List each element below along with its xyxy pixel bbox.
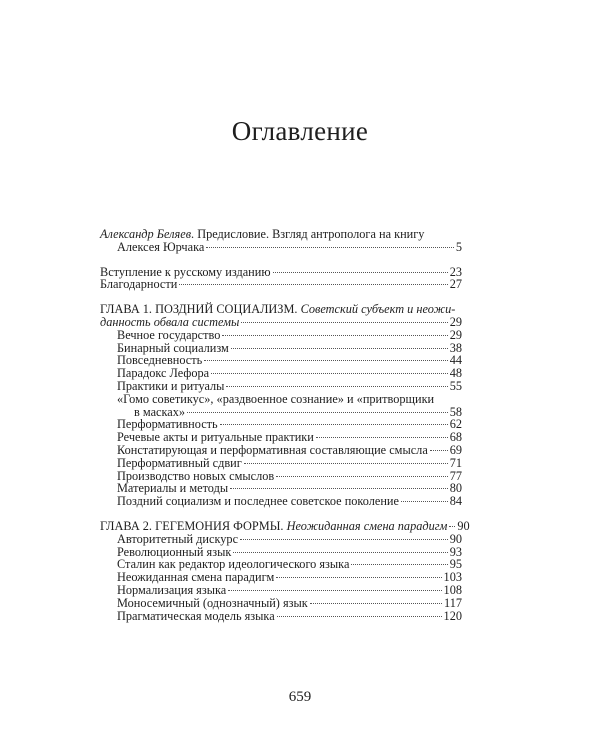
dot-leader <box>187 412 448 413</box>
page-number: 48 <box>449 366 462 381</box>
page-number: 29 <box>449 314 462 329</box>
toc-preface <box>100 228 462 241</box>
dot-leader <box>228 590 441 591</box>
chapter-2-subtitle: Неожиданная смена парадигм <box>286 518 448 533</box>
dot-leader <box>231 348 448 349</box>
page-number: 38 <box>449 340 462 355</box>
toc-entry-homo-sovieticus <box>100 393 462 406</box>
dot-leader <box>401 501 448 502</box>
entry-label: Вечное государство <box>117 327 221 342</box>
entry-label: Вступление к русскому изданию <box>100 264 271 279</box>
entry-label: Сталин как редактор идеологического языка <box>117 557 350 572</box>
toc-entry <box>100 278 462 291</box>
chapter-1-heading-continuation <box>100 316 462 329</box>
page-number: 80 <box>449 481 462 496</box>
toc-entry <box>100 495 462 508</box>
entry-label: Моносемичный (однозначный) язык <box>117 595 308 610</box>
dot-leader <box>241 322 447 323</box>
toc-entry <box>100 457 462 470</box>
entry-label: Материалы и методы <box>117 481 229 496</box>
chapter-2-heading <box>100 518 470 533</box>
table-of-contents <box>100 227 470 623</box>
dot-leader <box>240 539 448 540</box>
dot-leader <box>276 577 441 578</box>
entry-label: Парадокс Лефора <box>117 366 210 381</box>
page-number: 71 <box>449 455 462 470</box>
page-number-folio: 659 <box>288 689 312 705</box>
preface-text: . Предисловие. Взгляд антрополога на книгу <box>191 227 425 241</box>
entry-label: Перформативный сдвиг <box>117 455 242 470</box>
page-number: 69 <box>449 442 462 457</box>
entry-label: Революционный язык <box>117 544 232 559</box>
dot-leader <box>449 526 455 527</box>
chapter-1-subtitle-line1: Советский субъект и неожи- <box>300 302 456 317</box>
dot-leader <box>220 424 448 425</box>
page-number: 120 <box>443 608 462 623</box>
entry-label: «Гомо советикус», «раздвоенное сознание» и «притворщики <box>117 391 435 406</box>
chapter-1-subtitle-line2: данность обвала системы <box>100 314 240 329</box>
entry-label: Повседневность <box>117 353 203 368</box>
dot-leader <box>316 437 448 438</box>
page-number: 90 <box>449 531 462 546</box>
dot-leader <box>276 476 447 477</box>
page-number: 84 <box>449 494 462 509</box>
toc-entry <box>100 329 462 342</box>
dot-leader <box>233 552 447 553</box>
chapter-2-title: ГЛАВА 2. ГЕГЕМОНИЯ ФОРМЫ. <box>100 518 284 533</box>
dot-leader <box>277 616 442 617</box>
toc-entry <box>100 610 462 623</box>
entry-label: Речевые акты и ритуальные практики <box>117 430 314 445</box>
toc-entry <box>100 533 462 546</box>
dot-leader <box>273 272 448 273</box>
page-number: 77 <box>449 468 462 483</box>
page-number: 44 <box>449 353 462 368</box>
page-number: 103 <box>443 570 462 585</box>
dot-leader <box>179 284 447 285</box>
entry-label: Авторитетный дискурс <box>117 531 239 546</box>
entry-label: Перформативность <box>117 417 218 432</box>
dot-leader <box>244 463 448 464</box>
page-number: 23 <box>449 264 462 279</box>
page-number: 29 <box>449 327 462 342</box>
entry-label: Нормализация языка <box>117 582 227 597</box>
entry-label: Практики и ритуалы <box>117 378 225 393</box>
dot-leader <box>204 360 447 361</box>
dot-leader <box>222 335 447 336</box>
page-number: 108 <box>443 582 462 597</box>
dot-leader <box>351 564 447 565</box>
toc-entry <box>100 584 462 597</box>
page-number: 55 <box>449 378 462 393</box>
entry-label-continuation: в масках» <box>134 404 186 419</box>
preface-author: Александр Беляев <box>100 227 192 241</box>
dot-leader <box>211 373 448 374</box>
page-number: 117 <box>444 595 462 610</box>
dot-leader <box>230 488 448 489</box>
toc-entry <box>100 444 462 457</box>
page-number: 58 <box>449 404 462 419</box>
dot-leader <box>206 247 454 248</box>
toc-entry <box>100 597 462 610</box>
preface-continuation: Алексея Юрчака <box>117 239 205 254</box>
dot-leader <box>226 386 447 387</box>
toc-entry <box>100 571 462 584</box>
entry-label: Производство новых смыслов <box>117 468 275 483</box>
dot-leader <box>310 603 442 604</box>
page-number: 27 <box>449 277 462 292</box>
dot-leader <box>430 450 448 451</box>
entry-label: Благодарности <box>100 277 178 292</box>
entry-label: Прагматическая модель языка <box>117 608 275 623</box>
page-number: 68 <box>449 430 462 445</box>
chapter-1-title: ГЛАВА 1. ПОЗДНИЙ СОЦИАЛИЗМ. <box>100 302 298 317</box>
entry-label: Неожиданная смена парадигм <box>117 570 275 585</box>
toc-preface-continuation <box>100 241 462 254</box>
entry-label: Констатирующая и перформативная составляющие смысла <box>117 442 428 457</box>
entry-label: Бинарный социализм <box>117 340 229 355</box>
page-title: Оглавление <box>231 116 369 146</box>
page-number: 5 <box>455 239 462 254</box>
entry-label: Поздний социализм и последнее советское поколение <box>117 494 399 509</box>
page-number: 95 <box>449 557 462 572</box>
page-number: 90 <box>457 518 470 533</box>
page-number: 62 <box>449 417 462 432</box>
page-number: 93 <box>449 544 462 559</box>
